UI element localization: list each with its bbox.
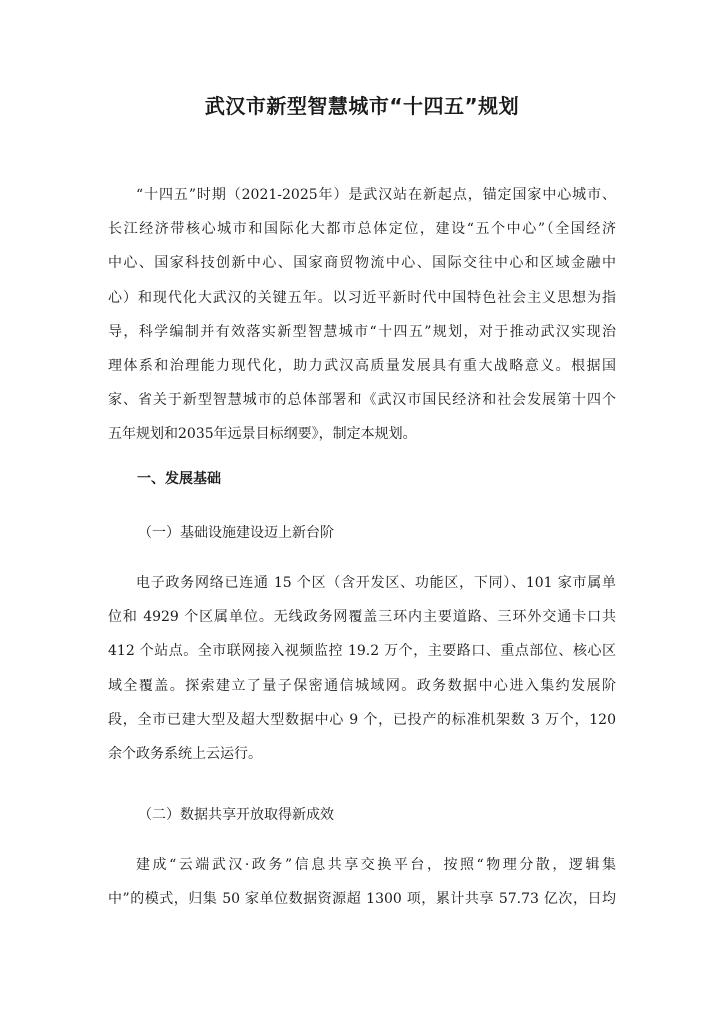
text-line: 余个政务系统上云运行。 [108,746,262,763]
subsection-heading: （一）基础设施建设迈上新台阶 [138,525,334,541]
text-line: 导，科学编制并有效落实新型智慧城市“十四五”规划，对于推动武汉实现治 [108,323,616,340]
text-line: 段，全市已建大型及超大型数据中心 9 个，已投产的标准机架数 3 万个，120 [108,711,616,728]
text-line: 中心、国家科技创新中心、国家商贸物流中心、国际交往中心和区域金融中 [108,255,616,272]
text-line: 理体系和治理能力现代化，助力武汉高质量发展具有重大战略意义。根据国 [108,358,616,375]
text-line: 长江经济带核心城市和国际化大都市总体定位，建设“五个中心”（全国经济 [108,221,616,238]
text-line: 五年规划和2035年远景目标纲要》，制定本规划。 [108,426,417,443]
text-line: 心）和现代化大武汉的关键五年。以习近平新时代中国特色社会主义思想为指 [108,289,616,306]
subsection-heading: （二）数据共享开放取得新成效 [138,807,334,823]
text-line: 建成“云端武汉·政务”信息共享交换平台，按照“物理分散，逻辑集 [136,857,616,873]
section-heading: 一、发展基础 [137,471,221,487]
text-line: “十四五”时期（2021-2025年）是武汉站在新起点，锚定国家中心城市、 [136,187,616,203]
text-line: 域全覆盖。探索建立了量子保密通信城域网。政务数据中心进入集约发展阶 [108,677,616,694]
text-line: 中”的模式，归集 50 家单位数据资源超 1300 项，累计共享 57.73 亿次，日均 [108,891,616,908]
text-line: 位和 4929 个区属单位。无线政务网覆盖三环内主要道路、三环外交通卡口共 [108,609,616,626]
data-sharing-paragraph [108,848,616,916]
text-line: 电子政务网络已连通 15 个区（含开发区、功能区，下同）、101 家市属单 [136,575,616,591]
infrastructure-paragraph [108,566,616,771]
intro-paragraph [108,178,616,452]
text-line: 家、省关于新型智慧城市的总体部署和《武汉市国民经济和社会发展第十四个 [108,392,616,409]
text-line: 412 个站点。全市联网接入视频监控 19.2 万个，主要路口、重点部位、核心区 [108,643,616,660]
document-title: 武汉市新型智慧城市“十四五”规划 [204,94,520,118]
